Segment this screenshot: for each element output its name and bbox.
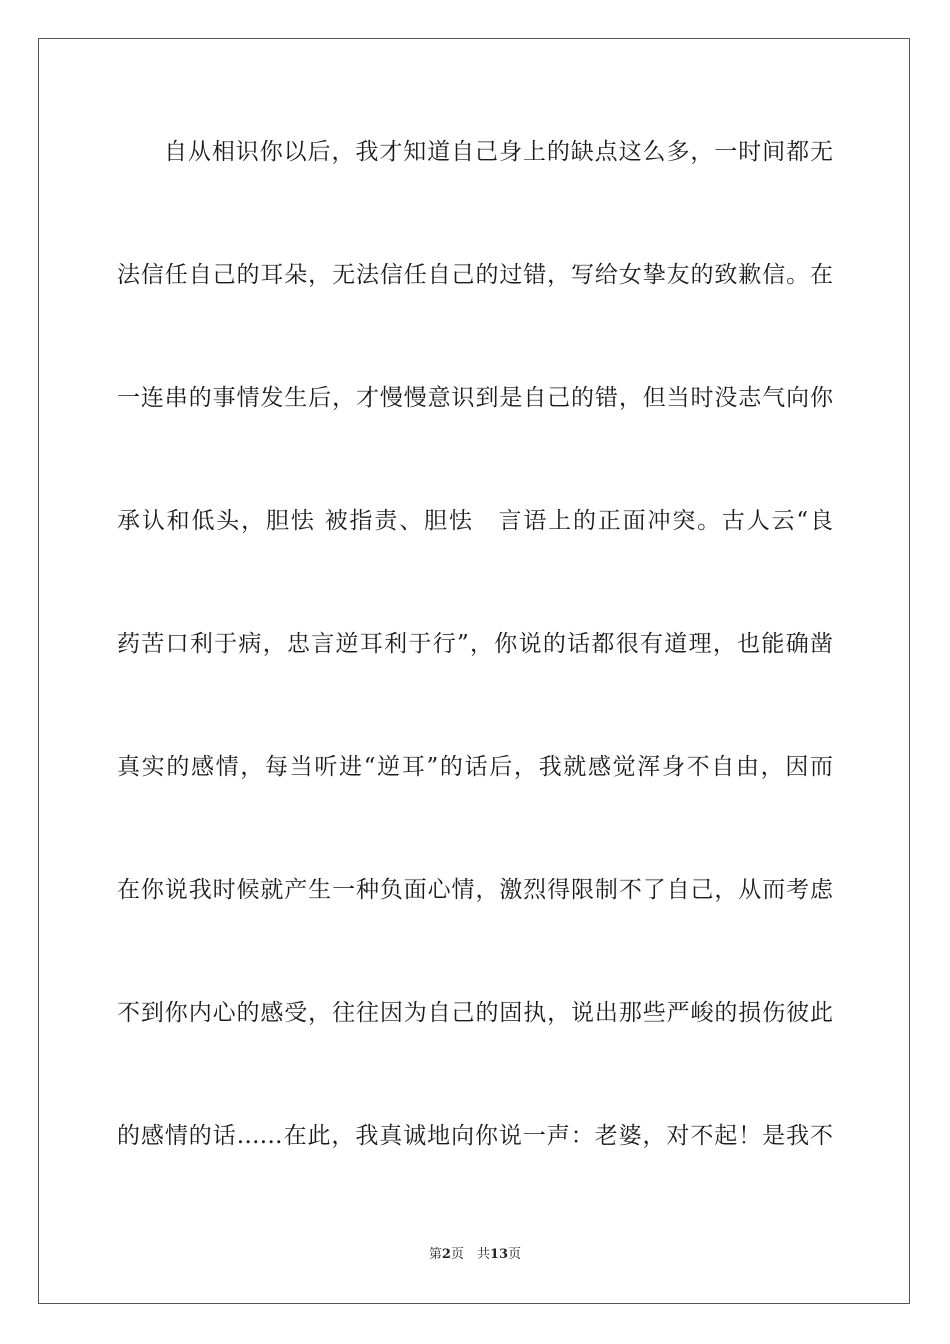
total-suffix: 页 [508, 1247, 522, 1262]
paragraph-line-5: 药苦口利于病，忠言逆耳利于行”，你说的话都很有道理，也能确凿 [117, 631, 833, 657]
current-page-number: 2 [441, 1247, 451, 1262]
total-prefix: 共 [476, 1247, 490, 1262]
page-prefix: 第 [428, 1247, 442, 1262]
total-page-count: 13 [489, 1247, 509, 1262]
page-border [38, 38, 910, 1304]
paragraph-line-1: 自从相识你以后，我才知道自己身上的缺点这么多，一时间都无 [164, 139, 833, 165]
page-footer [0, 1245, 950, 1265]
paragraph-line-8: 不到你内心的感受，往往因为自己的固执，说出那些严峻的损伤彼此 [117, 1000, 833, 1026]
page-suffix: 页 [450, 1247, 464, 1262]
paragraph-line-2: 法信任自己的耳朵，无法信任自己的过错，写给女挚友的致歉信。在 [117, 262, 833, 288]
paragraph-line-9: 的感情的话……在此，我真诚地向你说一声：老婆，对不起！是我不 [117, 1123, 833, 1149]
paragraph-line-7: 在你说我时候就产生一种负面心情，激烈得限制不了自己，从而考虑 [117, 877, 833, 903]
paragraph-line-6: 真实的感情，每当听进“逆耳”的话后，我就感觉浑身不自由，因而 [117, 754, 833, 780]
paragraph-line-3: 一连串的事情发生后，才慢慢意识到是自己的错，但当时没志气向你 [117, 385, 833, 411]
paragraph-line-4: 承认和低头，胆怯 被指责、胆怯 言语上的正面冲突。古人云“良 [117, 508, 833, 534]
